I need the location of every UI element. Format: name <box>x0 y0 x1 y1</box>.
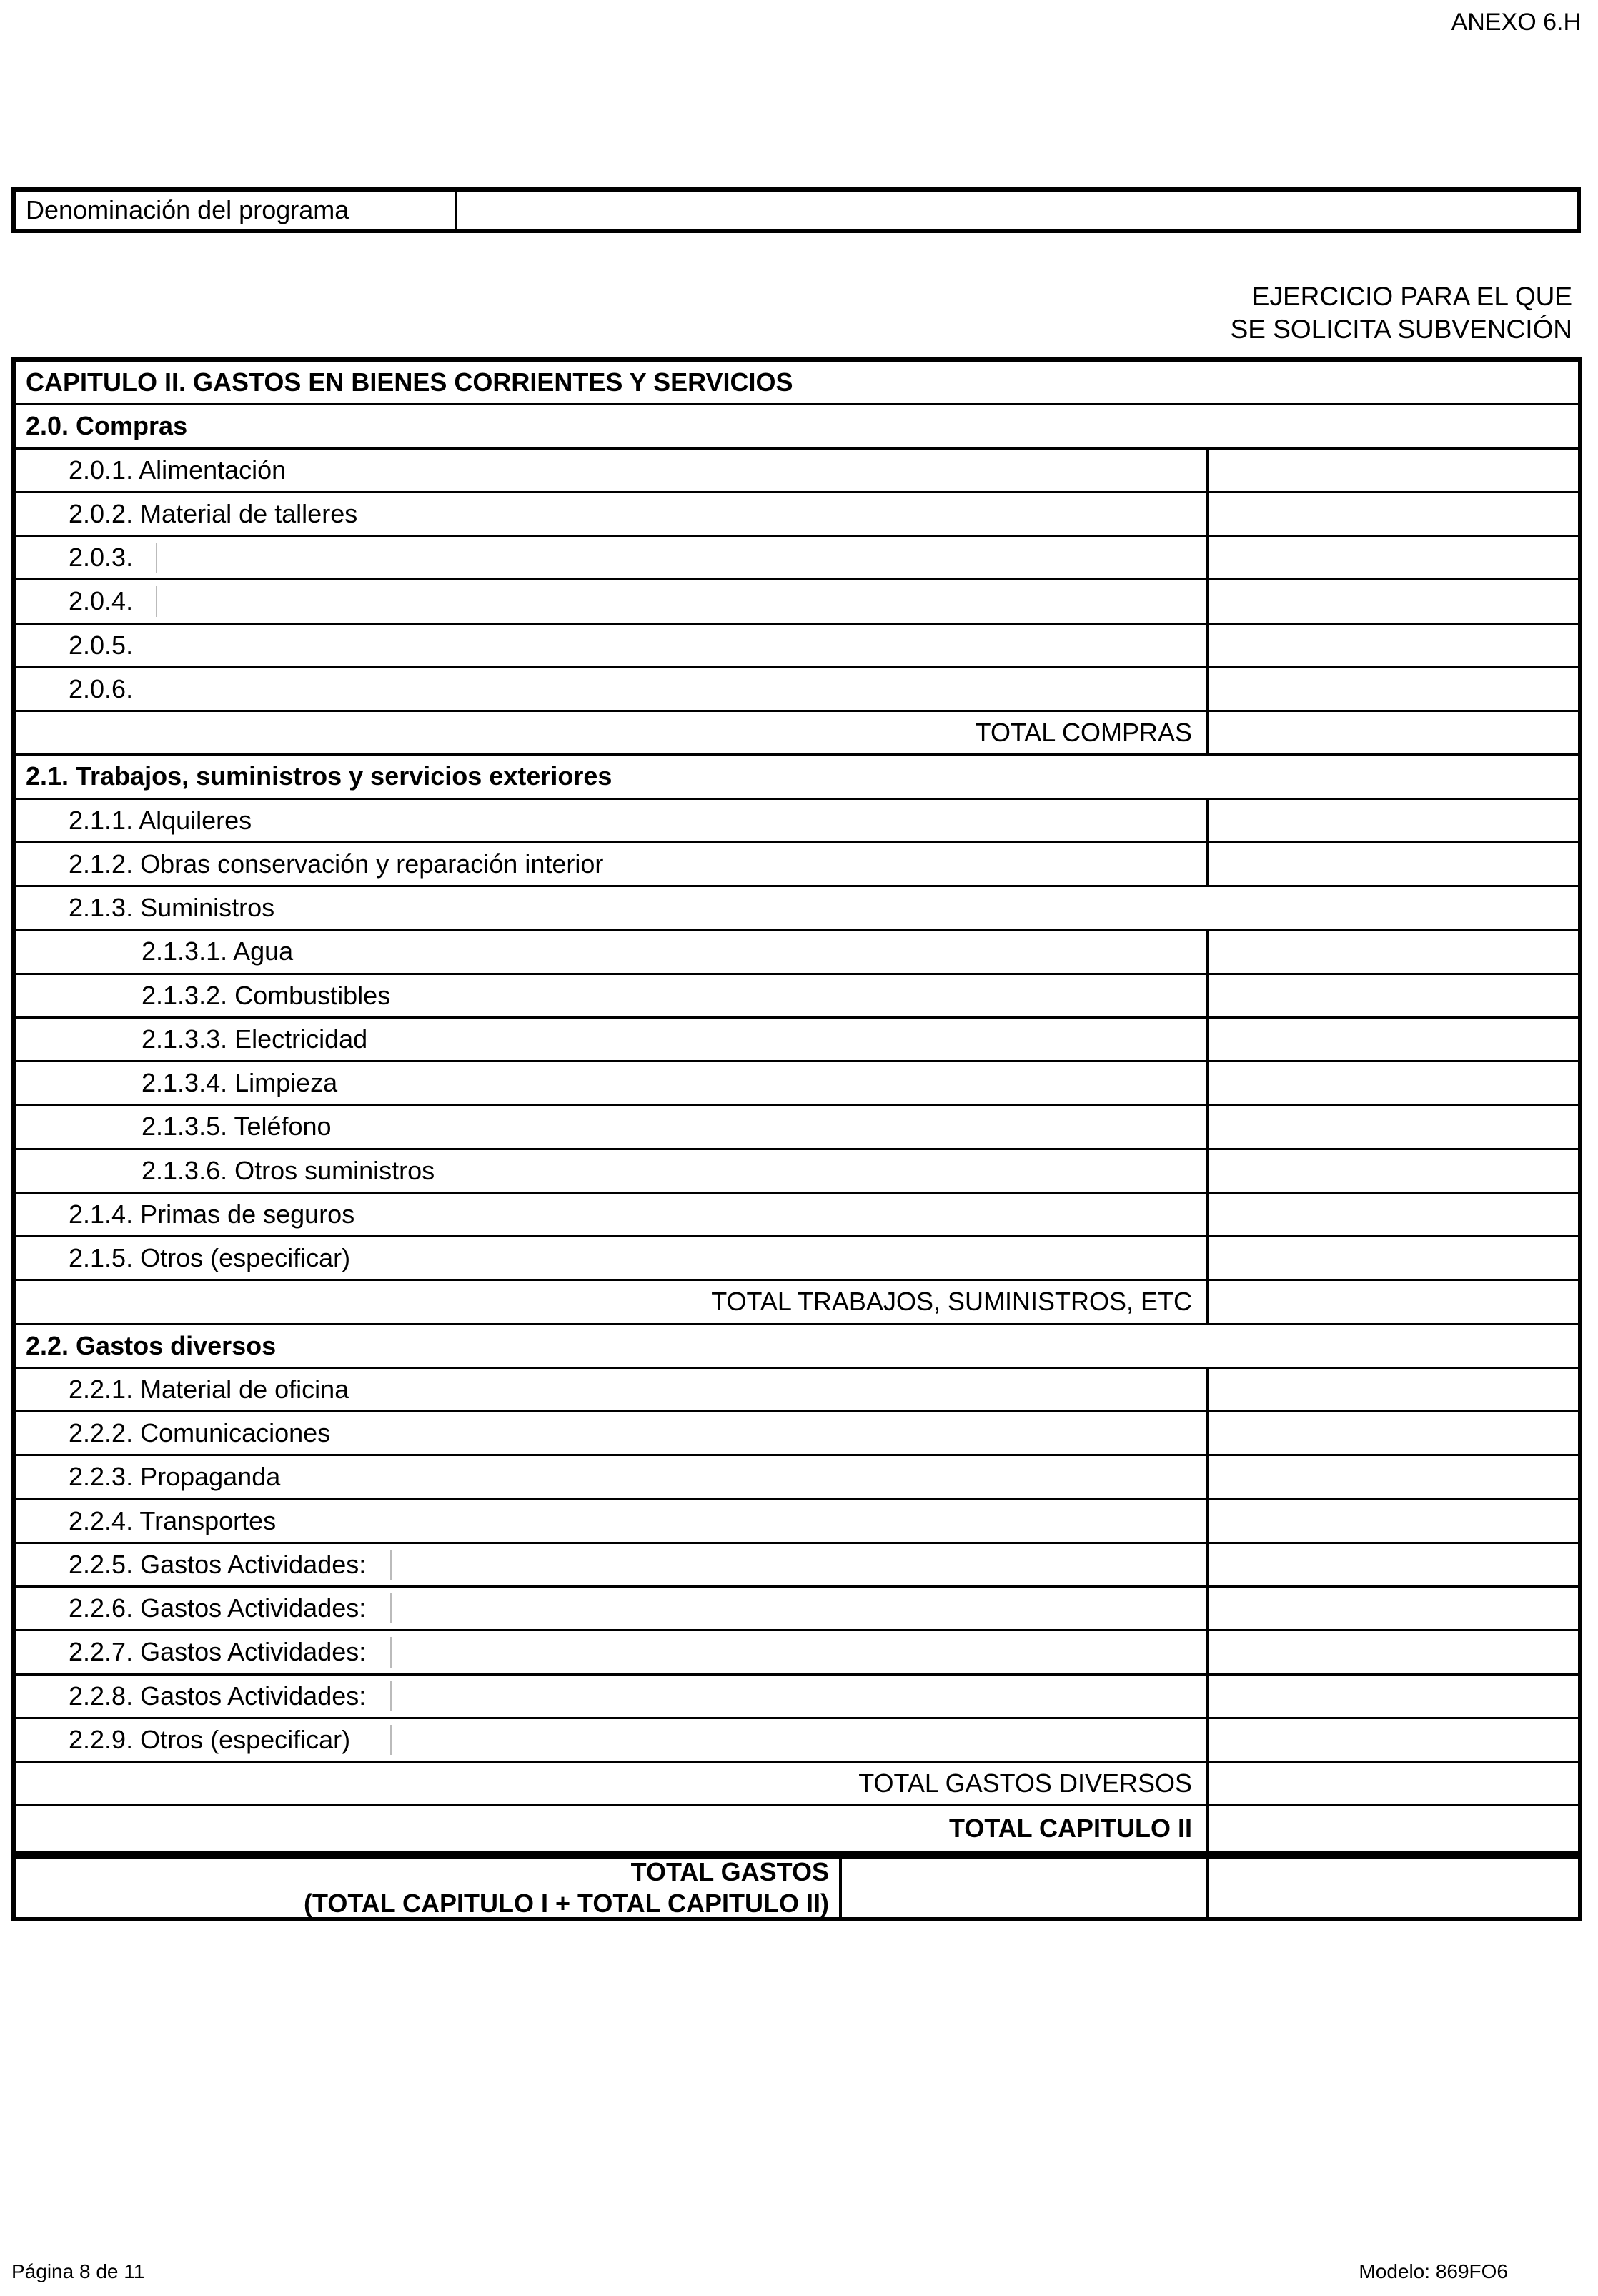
row-label: 2.1.3.1. Agua <box>142 936 294 966</box>
annex-label: ANEXO 6.H <box>1451 9 1581 36</box>
table-row <box>16 450 1578 493</box>
total-gastos-cell[interactable] <box>1206 1859 1578 1917</box>
table-row <box>16 493 1578 537</box>
amount-cell[interactable] <box>1206 843 1578 885</box>
amount-cell[interactable] <box>1206 1719 1578 1761</box>
description-field[interactable] <box>390 1725 392 1755</box>
row-label: 2.1.3.4. Limpieza <box>142 1068 338 1098</box>
total-trabajos-row <box>16 1281 1578 1325</box>
table-row <box>16 580 1578 624</box>
ejercicio-heading <box>1231 280 1572 346</box>
description-field[interactable] <box>390 1637 392 1667</box>
program-name-label: Denominación del programa <box>16 192 457 229</box>
row-label: 2.1.5. Otros (especificar) <box>69 1243 351 1273</box>
table-row <box>16 537 1578 580</box>
ejercicio-line-2: SE SOLICITA SUBVENCIÓN <box>1230 315 1572 344</box>
description-field[interactable] <box>390 1681 392 1711</box>
description-field[interactable] <box>390 1593 392 1623</box>
table-row <box>16 1456 1578 1500</box>
row-label: 2.0.6. <box>69 673 134 703</box>
total-gastos-spacer <box>842 1859 1214 1917</box>
row-label: 2.1.1. Alquileres <box>69 805 252 835</box>
amount-cell[interactable] <box>1206 1019 1578 1060</box>
description-field[interactable] <box>390 1550 392 1580</box>
table-row <box>16 1412 1578 1456</box>
amount-cell[interactable] <box>1206 580 1578 622</box>
table-row <box>16 1194 1578 1237</box>
row-label: 2.1.3. Suministros <box>69 893 275 923</box>
total-capitulo-ii-row <box>16 1806 1578 1850</box>
row-label: 2.1.3.5. Teléfono <box>142 1112 332 1142</box>
table-row <box>16 1631 1578 1675</box>
description-field[interactable] <box>156 586 157 616</box>
amount-cell[interactable] <box>1206 800 1578 841</box>
row-label: 2.1.3.6. Otros suministros <box>142 1155 435 1185</box>
row-label: 2.1.3.2. Combustibles <box>142 980 391 1010</box>
row-label: 2.2.4. Transportes <box>69 1505 277 1535</box>
total-gastos-line-2: (TOTAL CAPITULO I + TOTAL CAPITULO II) <box>304 1889 829 1918</box>
row-label: 2.1.2. Obras conservación y reparación interior <box>69 848 604 879</box>
table-row <box>16 931 1578 974</box>
table-row <box>16 668 1578 712</box>
amount-cell[interactable] <box>1206 1676 1578 1717</box>
amount-cell[interactable] <box>1206 1150 1578 1192</box>
table-row <box>16 1588 1578 1631</box>
table-row <box>16 1500 1578 1544</box>
row-label: 2.2.6. Gastos Actividades: <box>69 1593 367 1623</box>
program-name-field[interactable] <box>457 192 1577 229</box>
page-number: Página 8 de 11 <box>11 2260 145 2282</box>
amount-cell[interactable] <box>1206 1106 1578 1147</box>
table-row <box>16 1676 1578 1719</box>
row-label: 2.2.9. Otros (especificar) <box>69 1724 351 1754</box>
expenses-table <box>11 357 1582 1855</box>
section-header-trabajos <box>16 756 1578 799</box>
section-header-gastos-diversos <box>16 1325 1578 1369</box>
table-row <box>16 625 1578 668</box>
table-row <box>16 1719 1578 1763</box>
amount-cell[interactable] <box>1206 1544 1578 1585</box>
section-header-compras <box>16 405 1578 449</box>
table-row <box>16 1544 1578 1588</box>
total-cell[interactable] <box>1206 1281 1578 1322</box>
chapter-title: CAPITULO II. GASTOS EN BIENES CORRIENTES Y SERVICIOS <box>26 367 793 397</box>
row-label: 2.2.3. Propaganda <box>69 1462 281 1492</box>
total-cell[interactable] <box>1206 1763 1578 1804</box>
model-code: Modelo: 869FO6 <box>1359 2260 1508 2282</box>
amount-cell[interactable] <box>1206 1412 1578 1454</box>
row-label: 2.0.3. <box>69 543 134 573</box>
total-gastos-line-1: TOTAL GASTOS <box>630 1857 829 1886</box>
total-gastos-label <box>16 1859 842 1917</box>
chapter-title-row <box>16 362 1578 405</box>
amount-cell[interactable] <box>1206 1062 1578 1104</box>
table-row <box>16 1369 1578 1412</box>
row-label: 2.0.5. <box>69 630 134 660</box>
description-field[interactable] <box>156 543 157 573</box>
row-label: 2.0.1. Alimentación <box>69 455 287 485</box>
row-label: 2.2.2. Comunicaciones <box>69 1418 331 1448</box>
total-label: TOTAL TRABAJOS, SUMINISTROS, ETC <box>711 1287 1192 1317</box>
program-name-row <box>11 187 1581 233</box>
suministros-header-row <box>16 887 1578 931</box>
row-label: 2.1.4. Primas de seguros <box>69 1199 355 1229</box>
row-label: 2.2.8. Gastos Actividades: <box>69 1681 367 1711</box>
amount-cell[interactable] <box>1206 1456 1578 1498</box>
amount-cell[interactable] <box>1206 931 1578 972</box>
amount-cell[interactable] <box>1206 975 1578 1016</box>
amount-cell[interactable] <box>1206 1631 1578 1673</box>
total-label: TOTAL COMPRAS <box>975 718 1192 748</box>
section-title: 2.0. Compras <box>26 411 188 441</box>
row-label: 2.1.3.3. Electricidad <box>142 1024 368 1054</box>
total-compras-row <box>16 712 1578 756</box>
table-row <box>16 1237 1578 1281</box>
amount-cell[interactable] <box>1206 493 1578 535</box>
ejercicio-line-1: EJERCICIO PARA EL QUE <box>1251 282 1572 311</box>
total-gastos-diversos-row <box>16 1763 1578 1806</box>
amount-cell[interactable] <box>1206 1194 1578 1235</box>
total-cell[interactable] <box>1206 712 1578 753</box>
section-title: 2.2. Gastos diversos <box>26 1330 277 1360</box>
total-label: TOTAL GASTOS DIVERSOS <box>858 1768 1192 1798</box>
table-row <box>16 975 1578 1019</box>
row-label: 2.2.1. Material de oficina <box>69 1374 349 1404</box>
row-label: 2.0.2. Material de talleres <box>69 498 358 528</box>
amount-cell[interactable] <box>1206 1500 1578 1542</box>
row-label: 2.0.4. <box>69 586 134 616</box>
section-title: 2.1. Trabajos, suministros y servicios exteriores <box>26 761 612 791</box>
amount-cell[interactable] <box>1206 1237 1578 1279</box>
row-label: 2.2.7. Gastos Actividades: <box>69 1637 367 1667</box>
amount-cell[interactable] <box>1206 1369 1578 1410</box>
total-label: TOTAL CAPITULO II <box>949 1813 1192 1843</box>
row-label: 2.2.5. Gastos Actividades: <box>69 1549 367 1579</box>
table-row <box>16 843 1578 887</box>
amount-cell[interactable] <box>1206 625 1578 666</box>
total-cell[interactable] <box>1206 1806 1578 1850</box>
amount-cell[interactable] <box>1206 450 1578 491</box>
table-row <box>16 800 1578 843</box>
amount-cell[interactable] <box>1206 668 1578 710</box>
table-row <box>16 1106 1578 1149</box>
total-gastos-box <box>11 1854 1582 1921</box>
table-row <box>16 1062 1578 1106</box>
amount-cell[interactable] <box>1206 537 1578 578</box>
table-row <box>16 1150 1578 1194</box>
amount-cell[interactable] <box>1206 1588 1578 1629</box>
table-row <box>16 1019 1578 1062</box>
